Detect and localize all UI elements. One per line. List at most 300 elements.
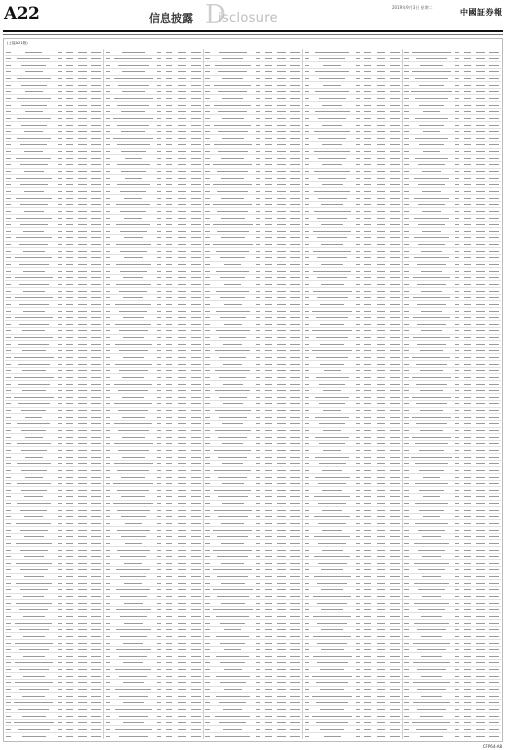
table-cell (163, 105, 175, 106)
table-cell (64, 144, 76, 145)
table-cell (487, 563, 501, 564)
table-cell (90, 237, 104, 238)
table-cell (453, 105, 461, 106)
table-cell (5, 623, 12, 624)
table-cell (403, 450, 410, 451)
table-cell (274, 105, 288, 106)
table-cell (5, 709, 12, 710)
table-cell (12, 52, 55, 53)
table-cell (175, 709, 189, 710)
table-cell (104, 682, 111, 683)
table-cell (288, 616, 302, 617)
table-row (303, 222, 401, 229)
table-cell (453, 264, 461, 265)
table-cell (310, 609, 353, 610)
table-cell (310, 589, 353, 590)
table-cell (274, 191, 288, 192)
table-cell (204, 669, 211, 670)
table-cell (487, 237, 501, 238)
table-cell (453, 311, 461, 312)
table-cell (254, 98, 262, 99)
table-cell (354, 596, 362, 597)
table-cell (354, 516, 362, 517)
table-cell (76, 496, 90, 497)
table-cell (410, 536, 453, 537)
table-cell (76, 536, 90, 537)
table-cell (473, 430, 487, 431)
table-cell (90, 111, 104, 112)
table-cell (288, 550, 302, 551)
table-row (403, 627, 501, 634)
table-cell (403, 52, 410, 53)
table-cell (388, 616, 402, 617)
table-cell (374, 662, 388, 663)
table-cell (12, 623, 55, 624)
table-cell (288, 423, 302, 424)
table-cell (56, 85, 64, 86)
table-cell (189, 682, 203, 683)
table-cell (5, 244, 12, 245)
table-cell (12, 125, 55, 126)
table-row (204, 594, 302, 601)
table-row (403, 467, 501, 474)
table-cell (362, 277, 374, 278)
table-cell (175, 576, 189, 577)
table-cell (288, 729, 302, 730)
table-row (204, 228, 302, 235)
table-cell (288, 583, 302, 584)
table-cell (12, 330, 55, 331)
table-cell (403, 536, 410, 537)
table-cell (473, 443, 487, 444)
table-cell (362, 297, 374, 298)
table-cell (56, 158, 64, 159)
table-cell (155, 423, 163, 424)
table-cell (453, 330, 461, 331)
table-cell (163, 589, 175, 590)
table-cell (403, 477, 410, 478)
table-cell (362, 503, 374, 504)
table-cell (303, 516, 310, 517)
table-cell (155, 344, 163, 345)
table-cell (76, 736, 90, 737)
table-cell (12, 350, 55, 351)
table-cell (12, 231, 55, 232)
table-row (104, 341, 202, 348)
table-cell (354, 530, 362, 531)
table-cell (461, 583, 473, 584)
table-cell (204, 204, 211, 205)
table-cell (288, 231, 302, 232)
table-cell (155, 649, 163, 650)
table-cell (374, 722, 388, 723)
table-cell (56, 716, 64, 717)
table-row (303, 388, 401, 395)
table-cell (189, 503, 203, 504)
table-cell (175, 370, 189, 371)
table-cell (112, 231, 155, 232)
table-cell (310, 443, 353, 444)
table-cell (473, 198, 487, 199)
table-cell (12, 483, 55, 484)
table-cell (155, 304, 163, 305)
table-cell (362, 58, 374, 59)
table-cell (189, 410, 203, 411)
table-cell (211, 397, 254, 398)
table-cell (487, 523, 501, 524)
table-cell (112, 330, 155, 331)
table-cell (64, 184, 76, 185)
table-cell (112, 616, 155, 617)
table-cell (64, 85, 76, 86)
table-cell (374, 125, 388, 126)
table-row (5, 507, 103, 514)
table-cell (104, 430, 111, 431)
table-cell (90, 291, 104, 292)
table-cell (354, 696, 362, 697)
table-cell (254, 277, 262, 278)
table-row (303, 228, 401, 235)
table-cell (189, 397, 203, 398)
table-cell (354, 237, 362, 238)
table-cell (487, 377, 501, 378)
table-cell (388, 370, 402, 371)
table-cell (254, 523, 262, 524)
table-cell (354, 164, 362, 165)
table-cell (461, 569, 473, 570)
table-cell (403, 311, 410, 312)
table-cell (263, 443, 275, 444)
table-cell (163, 609, 175, 610)
table-cell (487, 536, 501, 537)
table-cell (274, 722, 288, 723)
table-cell (403, 171, 410, 172)
table-row (104, 733, 202, 739)
table-cell (263, 291, 275, 292)
table-cell (204, 158, 211, 159)
table-cell (473, 224, 487, 225)
table-cell (374, 111, 388, 112)
table-row (204, 620, 302, 627)
table-cell (163, 311, 175, 312)
table-cell (263, 105, 275, 106)
table-cell (303, 722, 310, 723)
table-cell (163, 556, 175, 557)
table-cell (254, 118, 262, 119)
table-row (303, 129, 401, 136)
table-cell (175, 722, 189, 723)
table-cell (155, 696, 163, 697)
table-cell (76, 198, 90, 199)
table-cell (354, 669, 362, 670)
table-cell (90, 516, 104, 517)
table-cell (374, 410, 388, 411)
table-cell (388, 716, 402, 717)
table-cell (12, 609, 55, 610)
table-cell (303, 304, 310, 305)
table-cell (410, 656, 453, 657)
table-cell (56, 736, 64, 737)
table-cell (403, 85, 410, 86)
table-cell (64, 271, 76, 272)
table-cell (274, 350, 288, 351)
table-row (303, 288, 401, 295)
table-cell (254, 171, 262, 172)
table-cell (263, 244, 275, 245)
table-cell (64, 569, 76, 570)
table-cell (263, 649, 275, 650)
table-cell (90, 397, 104, 398)
table-cell (163, 337, 175, 338)
table-cell (410, 151, 453, 152)
table-cell (5, 144, 12, 145)
table-cell (310, 702, 353, 703)
table-cell (388, 317, 402, 318)
table-cell (487, 344, 501, 345)
table-cell (487, 662, 501, 663)
table-cell (362, 384, 374, 385)
listing-columns (5, 49, 501, 739)
table-cell (76, 603, 90, 604)
table-row (204, 262, 302, 269)
table-row (5, 481, 103, 488)
table-cell (112, 184, 155, 185)
table-cell (274, 138, 288, 139)
table-cell (76, 516, 90, 517)
table-cell (310, 370, 353, 371)
table-cell (254, 224, 262, 225)
table-cell (453, 171, 461, 172)
table-cell (453, 417, 461, 418)
table-row (303, 554, 401, 561)
table-row (204, 142, 302, 149)
table-row (104, 461, 202, 468)
table-cell (189, 629, 203, 630)
table-row (303, 454, 401, 461)
table-cell (90, 496, 104, 497)
table-cell (487, 125, 501, 126)
table-cell (403, 218, 410, 219)
table-cell (288, 357, 302, 358)
table-cell (274, 596, 288, 597)
table-cell (112, 297, 155, 298)
table-cell (112, 357, 155, 358)
table-cell (175, 384, 189, 385)
table-cell (5, 284, 12, 285)
table-row (104, 368, 202, 375)
table-cell (274, 603, 288, 604)
table-cell (90, 463, 104, 464)
table-cell (310, 583, 353, 584)
table-cell (175, 516, 189, 517)
table-row (303, 242, 401, 249)
table-cell (263, 696, 275, 697)
table-cell (362, 443, 374, 444)
table-cell (211, 251, 254, 252)
table-cell (362, 450, 374, 451)
table-cell (374, 450, 388, 451)
table-cell (112, 204, 155, 205)
table-cell (487, 696, 501, 697)
table-cell (5, 403, 12, 404)
table-cell (189, 457, 203, 458)
table-cell (461, 656, 473, 657)
table-row (403, 162, 501, 169)
table-cell (388, 470, 402, 471)
table-cell (204, 337, 211, 338)
table-cell (56, 377, 64, 378)
table-cell (211, 530, 254, 531)
table-cell (310, 52, 353, 53)
table-cell (288, 184, 302, 185)
table-cell (254, 689, 262, 690)
table-cell (76, 656, 90, 657)
table-row (204, 248, 302, 255)
table-cell (204, 716, 211, 717)
table-cell (90, 689, 104, 690)
table-cell (263, 603, 275, 604)
table-row (303, 467, 401, 474)
table-cell (403, 198, 410, 199)
table-cell (5, 609, 12, 610)
table-cell (189, 337, 203, 338)
table-cell (112, 138, 155, 139)
table-cell (155, 131, 163, 132)
table-row (403, 62, 501, 69)
table-cell (204, 676, 211, 677)
table-cell (189, 696, 203, 697)
table-cell (112, 702, 155, 703)
table-row (5, 700, 103, 707)
table-cell (310, 198, 353, 199)
table-cell (388, 450, 402, 451)
table-cell (211, 596, 254, 597)
table-cell (288, 510, 302, 511)
table-cell (303, 483, 310, 484)
table-cell (453, 71, 461, 72)
table-cell (163, 516, 175, 517)
table-cell (189, 131, 203, 132)
table-cell (303, 463, 310, 464)
table-cell (461, 284, 473, 285)
table-row (303, 720, 401, 727)
table-cell (112, 536, 155, 537)
table-cell (403, 118, 410, 119)
table-cell (204, 151, 211, 152)
table-cell (403, 98, 410, 99)
table-cell (354, 78, 362, 79)
table-cell (410, 676, 453, 677)
table-row (5, 135, 103, 142)
table-cell (310, 231, 353, 232)
table-cell (175, 702, 189, 703)
table-cell (155, 722, 163, 723)
table-cell (303, 118, 310, 119)
table-cell (487, 543, 501, 544)
table-cell (90, 443, 104, 444)
table-cell (303, 536, 310, 537)
table-cell (274, 224, 288, 225)
table-cell (254, 423, 262, 424)
table-cell (64, 543, 76, 544)
table-cell (112, 164, 155, 165)
table-cell (56, 689, 64, 690)
table-cell (12, 198, 55, 199)
table-cell (303, 649, 310, 650)
table-cell (354, 350, 362, 351)
table-cell (354, 311, 362, 312)
table-cell (303, 78, 310, 79)
table-cell (211, 457, 254, 458)
table-cell (473, 682, 487, 683)
table-cell (254, 702, 262, 703)
table-cell (473, 264, 487, 265)
table-cell (76, 463, 90, 464)
table-cell (112, 277, 155, 278)
table-cell (254, 603, 262, 604)
table-cell (410, 277, 453, 278)
table-cell (274, 709, 288, 710)
table-cell (403, 443, 410, 444)
table-cell (211, 184, 254, 185)
table-cell (254, 105, 262, 106)
table-cell (288, 211, 302, 212)
table-cell (374, 164, 388, 165)
table-cell (274, 184, 288, 185)
table-cell (453, 516, 461, 517)
table-row (5, 640, 103, 647)
table-cell (104, 569, 111, 570)
table-cell (487, 583, 501, 584)
table-cell (104, 304, 111, 305)
table-cell (374, 304, 388, 305)
table-cell (410, 649, 453, 650)
table-cell (5, 204, 12, 205)
table-cell (410, 523, 453, 524)
table-row (104, 394, 202, 401)
table-cell (388, 384, 402, 385)
table-cell (12, 257, 55, 258)
table-cell (64, 78, 76, 79)
table-cell (362, 530, 374, 531)
table-cell (374, 71, 388, 72)
table-cell (254, 430, 262, 431)
table-cell (354, 284, 362, 285)
table-cell (288, 556, 302, 557)
table-row (303, 673, 401, 680)
table-cell (388, 191, 402, 192)
fund-listing-table (3, 38, 503, 742)
table-cell (263, 264, 275, 265)
table-cell (263, 384, 275, 385)
table-cell (410, 330, 453, 331)
table-cell (155, 65, 163, 66)
table-cell (461, 423, 473, 424)
table-cell (473, 65, 487, 66)
table-cell (64, 463, 76, 464)
table-cell (64, 364, 76, 365)
table-cell (453, 284, 461, 285)
table-cell (288, 85, 302, 86)
table-cell (189, 530, 203, 531)
table-cell (403, 151, 410, 152)
table-cell (211, 164, 254, 165)
table-cell (90, 536, 104, 537)
table-row (403, 142, 501, 149)
table-row (104, 600, 202, 607)
table-cell (274, 457, 288, 458)
table-cell (310, 237, 353, 238)
